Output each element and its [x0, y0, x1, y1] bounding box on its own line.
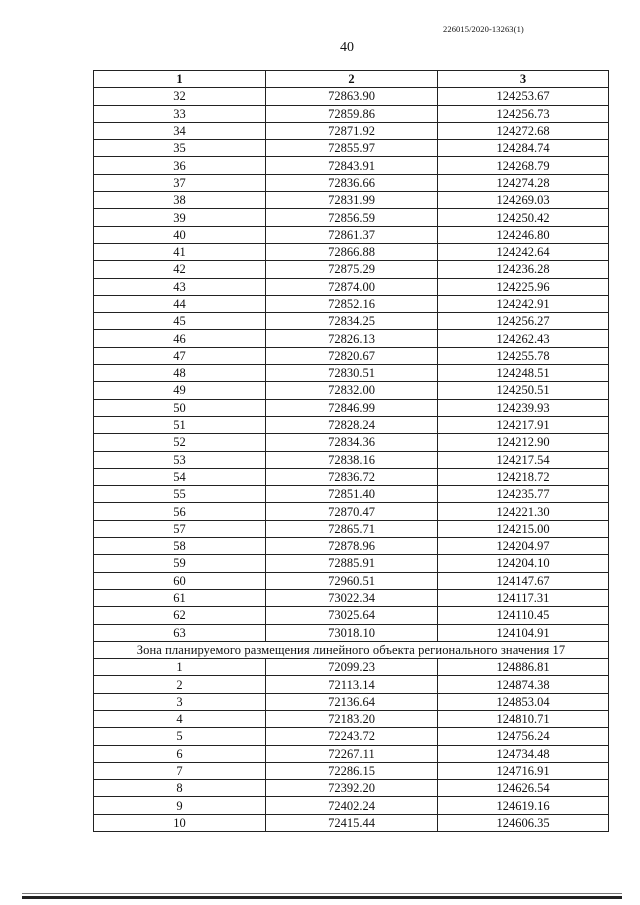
x-coordinate-cell: 72831.99 [266, 192, 438, 209]
point-number-cell: 2 [94, 676, 266, 693]
x-coordinate-cell: 72855.97 [266, 140, 438, 157]
footer-rule [22, 896, 622, 899]
y-coordinate-cell: 124147.67 [438, 572, 609, 589]
x-coordinate-cell: 72852.16 [266, 295, 438, 312]
coordinates-table [93, 70, 609, 832]
table-row [94, 468, 609, 485]
y-coordinate-cell: 124274.28 [438, 174, 609, 191]
y-coordinate-cell: 124269.03 [438, 192, 609, 209]
x-coordinate-cell: 72885.91 [266, 555, 438, 572]
column-header-x: 2 [266, 71, 438, 88]
table-row [94, 728, 609, 745]
y-coordinate-cell: 124225.96 [438, 278, 609, 295]
y-coordinate-cell: 124204.97 [438, 538, 609, 555]
y-coordinate-cell: 124256.27 [438, 313, 609, 330]
x-coordinate-cell: 72865.71 [266, 520, 438, 537]
table-row [94, 503, 609, 520]
table-row [94, 330, 609, 347]
y-coordinate-cell: 124246.80 [438, 226, 609, 243]
point-number-cell: 50 [94, 399, 266, 416]
table-row [94, 174, 609, 191]
point-number-cell: 56 [94, 503, 266, 520]
point-number-cell: 40 [94, 226, 266, 243]
x-coordinate-cell: 72286.15 [266, 762, 438, 779]
y-coordinate-cell: 124242.91 [438, 295, 609, 312]
y-coordinate-cell: 124874.38 [438, 676, 609, 693]
x-coordinate-cell: 72392.20 [266, 780, 438, 797]
point-number-cell: 61 [94, 589, 266, 606]
table-row [94, 520, 609, 537]
table-row [94, 780, 609, 797]
x-coordinate-cell: 72960.51 [266, 572, 438, 589]
y-coordinate-cell: 124248.51 [438, 365, 609, 382]
x-coordinate-cell: 72856.59 [266, 209, 438, 226]
point-number-cell: 59 [94, 555, 266, 572]
table-row [94, 347, 609, 364]
x-coordinate-cell: 72826.13 [266, 330, 438, 347]
x-coordinate-cell: 72871.92 [266, 122, 438, 139]
y-coordinate-cell: 124239.93 [438, 399, 609, 416]
table-row [94, 243, 609, 260]
y-coordinate-cell: 124886.81 [438, 659, 609, 676]
y-coordinate-cell: 124218.72 [438, 468, 609, 485]
table-row [94, 572, 609, 589]
table-row [94, 797, 609, 814]
y-coordinate-cell: 124250.51 [438, 382, 609, 399]
y-coordinate-cell: 124212.90 [438, 434, 609, 451]
table-row [94, 122, 609, 139]
point-number-cell: 42 [94, 261, 266, 278]
point-number-cell: 1 [94, 659, 266, 676]
x-coordinate-cell: 72878.96 [266, 538, 438, 555]
point-number-cell: 46 [94, 330, 266, 347]
x-coordinate-cell: 72415.44 [266, 814, 438, 831]
y-coordinate-cell: 124242.64 [438, 243, 609, 260]
table-header-row [94, 71, 609, 88]
point-number-cell: 7 [94, 762, 266, 779]
table-row [94, 226, 609, 243]
y-coordinate-cell: 124117.31 [438, 589, 609, 606]
point-number-cell: 52 [94, 434, 266, 451]
point-number-cell: 51 [94, 416, 266, 433]
x-coordinate-cell: 72113.14 [266, 676, 438, 693]
y-coordinate-cell: 124853.04 [438, 693, 609, 710]
x-coordinate-cell: 72838.16 [266, 451, 438, 468]
page-number: 40 [340, 40, 354, 55]
x-coordinate-cell: 72861.37 [266, 226, 438, 243]
table-row [94, 486, 609, 503]
y-coordinate-cell: 124734.48 [438, 745, 609, 762]
x-coordinate-cell: 72402.24 [266, 797, 438, 814]
point-number-cell: 32 [94, 88, 266, 105]
point-number-cell: 43 [94, 278, 266, 295]
column-header-number: 1 [94, 71, 266, 88]
x-coordinate-cell: 72834.25 [266, 313, 438, 330]
x-coordinate-cell: 72836.66 [266, 174, 438, 191]
y-coordinate-cell: 124110.45 [438, 607, 609, 624]
y-coordinate-cell: 124284.74 [438, 140, 609, 157]
table-row [94, 105, 609, 122]
x-coordinate-cell: 72836.72 [266, 468, 438, 485]
point-number-cell: 39 [94, 209, 266, 226]
point-number-cell: 10 [94, 814, 266, 831]
x-coordinate-cell: 72874.00 [266, 278, 438, 295]
point-number-cell: 9 [94, 797, 266, 814]
x-coordinate-cell: 72843.91 [266, 157, 438, 174]
point-number-cell: 8 [94, 780, 266, 797]
column-header-y: 3 [438, 71, 609, 88]
table-row [94, 261, 609, 278]
x-coordinate-cell: 72859.86 [266, 105, 438, 122]
x-coordinate-cell: 72870.47 [266, 503, 438, 520]
x-coordinate-cell: 72863.90 [266, 88, 438, 105]
x-coordinate-cell: 72846.99 [266, 399, 438, 416]
table-row [94, 140, 609, 157]
table-row [94, 365, 609, 382]
y-coordinate-cell: 124215.00 [438, 520, 609, 537]
y-coordinate-cell: 124606.35 [438, 814, 609, 831]
table-body-zone-previous [94, 88, 609, 642]
y-coordinate-cell: 124221.30 [438, 503, 609, 520]
zone-heading: Зона планируемого размещения линейного объекта регионального значения 17 [94, 641, 609, 658]
point-number-cell: 57 [94, 520, 266, 537]
x-coordinate-cell: 73018.10 [266, 624, 438, 641]
point-number-cell: 48 [94, 365, 266, 382]
point-number-cell: 38 [94, 192, 266, 209]
x-coordinate-cell: 72866.88 [266, 243, 438, 260]
y-coordinate-cell: 124236.28 [438, 261, 609, 278]
table-row [94, 451, 609, 468]
footer-rule-thin [22, 893, 622, 894]
table-body-zone-heading [94, 641, 609, 658]
x-coordinate-cell: 72267.11 [266, 745, 438, 762]
point-number-cell: 36 [94, 157, 266, 174]
x-coordinate-cell: 72099.23 [266, 659, 438, 676]
y-coordinate-cell: 124217.91 [438, 416, 609, 433]
x-coordinate-cell: 72828.24 [266, 416, 438, 433]
y-coordinate-cell: 124268.79 [438, 157, 609, 174]
y-coordinate-cell: 124204.10 [438, 555, 609, 572]
y-coordinate-cell: 124262.43 [438, 330, 609, 347]
zone-heading-row [94, 641, 609, 658]
point-number-cell: 63 [94, 624, 266, 641]
table-row [94, 192, 609, 209]
y-coordinate-cell: 124716.91 [438, 762, 609, 779]
table-row [94, 157, 609, 174]
table-row [94, 589, 609, 606]
table-row [94, 624, 609, 641]
table-row [94, 278, 609, 295]
y-coordinate-cell: 124255.78 [438, 347, 609, 364]
point-number-cell: 35 [94, 140, 266, 157]
point-number-cell: 58 [94, 538, 266, 555]
y-coordinate-cell: 124250.42 [438, 209, 609, 226]
document-reference: 226015/2020-13263(1) [443, 24, 524, 34]
x-coordinate-cell: 72820.67 [266, 347, 438, 364]
point-number-cell: 34 [94, 122, 266, 139]
y-coordinate-cell: 124810.71 [438, 710, 609, 727]
x-coordinate-cell: 72832.00 [266, 382, 438, 399]
table-row [94, 313, 609, 330]
table-row [94, 295, 609, 312]
point-number-cell: 62 [94, 607, 266, 624]
table-row [94, 434, 609, 451]
point-number-cell: 55 [94, 486, 266, 503]
table-row [94, 607, 609, 624]
table-row [94, 88, 609, 105]
table-body-zone-17 [94, 659, 609, 832]
x-coordinate-cell: 73022.34 [266, 589, 438, 606]
point-number-cell: 47 [94, 347, 266, 364]
point-number-cell: 44 [94, 295, 266, 312]
point-number-cell: 4 [94, 710, 266, 727]
table-row [94, 676, 609, 693]
y-coordinate-cell: 124272.68 [438, 122, 609, 139]
point-number-cell: 6 [94, 745, 266, 762]
point-number-cell: 45 [94, 313, 266, 330]
y-coordinate-cell: 124756.24 [438, 728, 609, 745]
x-coordinate-cell: 72875.29 [266, 261, 438, 278]
table-row [94, 382, 609, 399]
table-row [94, 762, 609, 779]
point-number-cell: 54 [94, 468, 266, 485]
x-coordinate-cell: 72183.20 [266, 710, 438, 727]
point-number-cell: 53 [94, 451, 266, 468]
table-row [94, 814, 609, 831]
table-row [94, 416, 609, 433]
table-row [94, 209, 609, 226]
point-number-cell: 60 [94, 572, 266, 589]
point-number-cell: 37 [94, 174, 266, 191]
y-coordinate-cell: 124256.73 [438, 105, 609, 122]
y-coordinate-cell: 124217.54 [438, 451, 609, 468]
table-row [94, 659, 609, 676]
y-coordinate-cell: 124104.91 [438, 624, 609, 641]
y-coordinate-cell: 124235.77 [438, 486, 609, 503]
table-row [94, 538, 609, 555]
point-number-cell: 41 [94, 243, 266, 260]
point-number-cell: 5 [94, 728, 266, 745]
table-row [94, 555, 609, 572]
y-coordinate-cell: 124626.54 [438, 780, 609, 797]
x-coordinate-cell: 72851.40 [266, 486, 438, 503]
table-row [94, 693, 609, 710]
x-coordinate-cell: 73025.64 [266, 607, 438, 624]
point-number-cell: 49 [94, 382, 266, 399]
x-coordinate-cell: 72243.72 [266, 728, 438, 745]
table-row [94, 710, 609, 727]
y-coordinate-cell: 124619.16 [438, 797, 609, 814]
y-coordinate-cell: 124253.67 [438, 88, 609, 105]
point-number-cell: 3 [94, 693, 266, 710]
x-coordinate-cell: 72834.36 [266, 434, 438, 451]
x-coordinate-cell: 72136.64 [266, 693, 438, 710]
point-number-cell: 33 [94, 105, 266, 122]
table-row [94, 745, 609, 762]
x-coordinate-cell: 72830.51 [266, 365, 438, 382]
table-row [94, 399, 609, 416]
